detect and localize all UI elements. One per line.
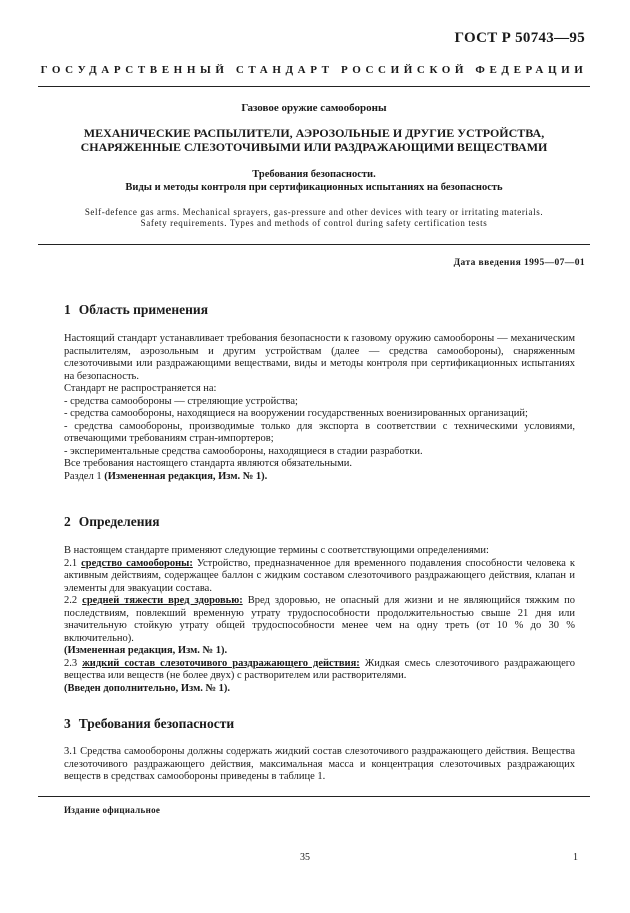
- definition-2-1-number: 2.1: [64, 557, 78, 569]
- page-number: 35: [300, 852, 310, 863]
- section-1-note-text: (Измененная редакция, Изм. № 1).: [104, 470, 268, 482]
- standard-header: ГОСУДАРСТВЕННЫЙ СТАНДАРТ РОССИЙСКОЙ ФЕДЕРАЦИИ: [40, 64, 588, 76]
- section-3-heading: [64, 716, 234, 732]
- section-1-bullet-4: - экспериментальные средства самообороны, находящиеся в стадии разработки.: [64, 445, 423, 457]
- section-1-title: Область применения: [78, 302, 209, 317]
- section-1-change-note: [64, 471, 575, 484]
- introduction-date: Дата введения 1995—07—01: [453, 258, 585, 268]
- definition-2-3-number: 2.3: [64, 657, 78, 669]
- section-1-paragraph-1: Настоящий стандарт устанавливает требования безопасности к газовому оружию самообороны — механическим распылителям, аэрозольным и другим устройствам (далее — средства самообороны), снаряженным слезоточивыми или раздражающими веществами, виды и методы контроля при сертификационных испытаниях на безопасность.: [64, 333, 575, 382]
- definition-2-2-note: (Измененная редакция, Изм. № 1).: [64, 645, 228, 656]
- definition-2-1-term: средство самообороны:: [81, 557, 193, 569]
- definition-2-3-text: Жидкая смесь слезоточивого раздражающего вещества или веществ (не более двух) с растворителем или растворителями.: [64, 657, 576, 681]
- definition-2-1: [64, 558, 575, 596]
- section-3-title: Требования безопасности: [78, 716, 235, 731]
- definition-2-2-number: 2.2: [64, 595, 78, 606]
- section-3-paragraph-1: 3.1 Средства самообороны должны содержать жидкий состав слезоточивого раздражающего действия. Вещества слезоточивого раздражающего действия, максимальная масса и концентрация слезоточивых раздражающих веществ в средствах самообороны приведены в таблице 1.: [64, 746, 575, 782]
- section-1-body: [64, 333, 575, 483]
- section-3-body: [64, 746, 575, 784]
- section-2-number: 2: [64, 514, 71, 529]
- section-1-bullet-2: - средства самообороны, находящиеся на вооружении государственных военизированных организаций;: [64, 408, 528, 419]
- main-title-line-1: МЕХАНИЧЕСКИЕ РАСПЫЛИТЕЛИ, АЭРОЗОЛЬНЫЕ И ДРУГИЕ УСТРОЙСТВА,: [83, 126, 545, 140]
- footer-divider: [38, 796, 590, 797]
- definition-2-2: [64, 595, 575, 645]
- title-divider: [38, 244, 590, 245]
- requirements-title: [38, 168, 590, 194]
- section-3-number: 3: [64, 716, 71, 731]
- section-1-paragraph-2: Стандарт не распространяется на:: [64, 383, 217, 394]
- section-2-title: Определения: [78, 514, 160, 529]
- main-title-line-2: СНАРЯЖЕННЫЕ СЛЕЗОТОЧИВЫМИ ИЛИ РАЗДРАЖАЮЩИМИ ВЕЩЕСТВАМИ: [80, 140, 548, 154]
- section-2-intro: В настоящем стандарте применяют следующие термины с соответствующими определениями:: [64, 545, 489, 556]
- english-title-line-2: Safety requirements. Types and methods of control during safety certification tests: [140, 218, 488, 228]
- requirements-title-line-2: Виды и методы контроля при сертификационных испытаниях на безопасность: [125, 182, 503, 193]
- definition-2-2-text: Вред здоровью, не опасный для жизни и не являющийся тяжким по последствиям, повлекший временную утрату трудоспособности продолжительностью свыше 21 дня или значительную стойкую утрату общей трудоспособности менее чем на одну треть (от 10 % до 30 % включительно).: [64, 595, 576, 644]
- english-title: [38, 207, 590, 229]
- definition-2-3-note: (Введен дополнительно, Изм. № 1).: [64, 682, 231, 694]
- sheet-number: 1: [573, 852, 578, 863]
- header-divider: [38, 86, 590, 87]
- section-1-paragraph-3: Все требования настоящего стандарта являются обязательными.: [64, 458, 352, 469]
- section-1-note-prefix: Раздел 1: [64, 470, 102, 482]
- definition-2-3-term: жидкий состав слезоточивого раздражающего действия:: [82, 657, 360, 669]
- section-1-heading: [64, 302, 208, 318]
- document-number: ГОСТ Р 50743—95: [454, 30, 585, 46]
- english-title-line-1: Self-defence gas arms. Mechanical sprayers, gas-pressure and other devices with teary or irritating materials.: [84, 207, 544, 217]
- document-subtitle: Газовое оружие самообороны: [241, 102, 387, 114]
- section-2-heading: [64, 514, 160, 530]
- document-main-title: [38, 126, 590, 154]
- section-1-bullet-3: - средства самообороны, производимые только для экспорта в соответствии с техническими условиями, отвечающими требованиям стран-импортеров;: [64, 420, 575, 444]
- section-1-number: 1: [64, 302, 71, 317]
- definition-2-1-text: Устройство, предназначенное для временного подавления способности человека к активным действиям, содержащее баллон с жидким составом слезоточивого раздражающего действия, клапан и элементы для эвакуации состава.: [64, 557, 576, 594]
- requirements-title-line-1: Требования безопасности.: [252, 169, 376, 180]
- edition-label: Издание официальное: [64, 805, 161, 815]
- section-1-bullet-1: - средства самообороны — стреляющие устройства;: [64, 395, 298, 407]
- definition-2-2-term: средней тяжести вред здоровью:: [82, 595, 243, 606]
- section-2-body: [64, 545, 575, 695]
- definition-2-3: [64, 658, 575, 683]
